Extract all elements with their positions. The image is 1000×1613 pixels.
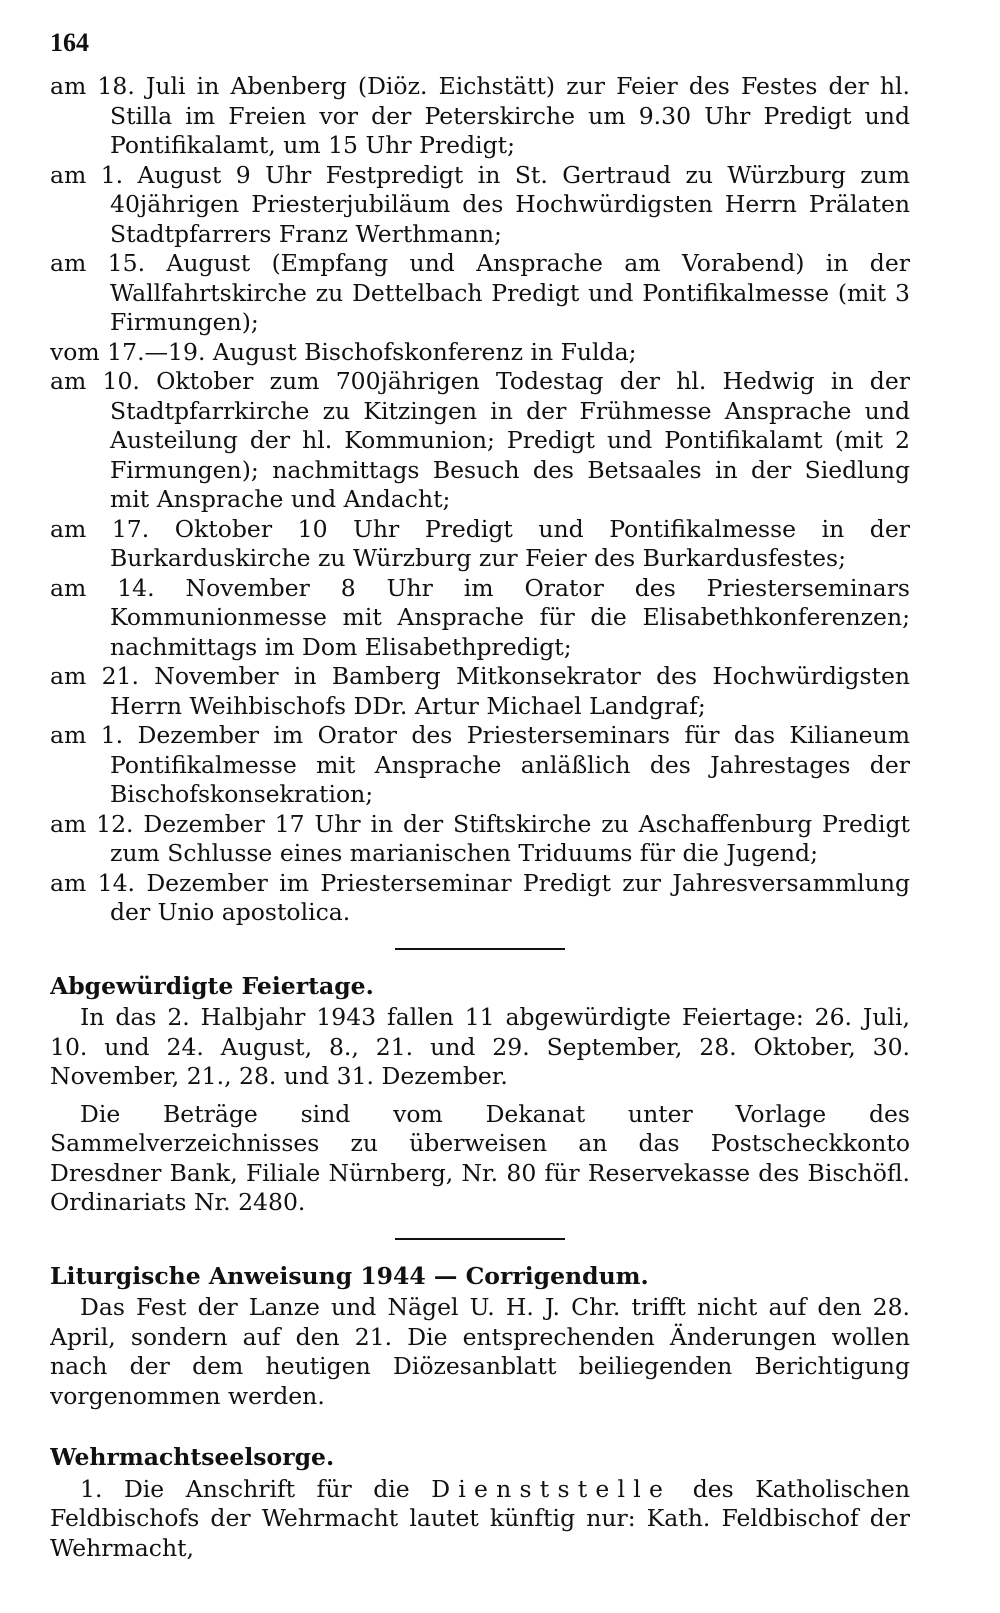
paragraph: Das Fest der Lanze und Nägel U. H. J. Chr. trifft nicht auf den 28. April, sondern auf den 21. Die entsprechenden Änderungen wollen nach der dem heutigen Diözesanblatt beiliegenden Berichtigung vorgenommen werden. — [50, 1293, 910, 1410]
section-divider — [395, 948, 565, 950]
schedule-entry: am 10. Oktober zum 700jährigen Todestag der hl. Hedwig in der Stadtpfarrkirche zu Kitzingen in der Frühmesse Ansprache und Austeilung der hl. Kommunion; Predigt und Pontifikalamt (mit 2 Firmungen); nachmittags Besuch des Betsaales in der Siedlung mit Ansprache und Andacht; — [50, 367, 910, 513]
section-heading: Liturgische Anweisung 1944 — Corrigendum. — [50, 1261, 649, 1290]
schedule-entry: am 14. Dezember im Priesterseminar Predigt zur Jahresversammlung der Unio apostolica. — [50, 868, 910, 926]
page-number: 164 — [50, 28, 89, 57]
section-heading: Abgewürdigte Feiertage. — [50, 971, 374, 1000]
schedule-entry: am 18. Juli in Abenberg (Diöz. Eichstätt) zur Feier des Festes der hl. Stilla im Freien vor der Peterskirche um 9.30 Uhr Predigt und Pontifikalamt, um 15 Uhr Predigt; — [50, 72, 910, 159]
liturgische-section — [50, 1262, 910, 1412]
schedule-entry: am 1. Dezember im Orator des Priesterseminars für das Kilianeum Pontifikalmesse mit Ansprache anläßlich des Jahrestages der Bischofskonsekration; — [50, 721, 910, 808]
spaced-word: Dienststelle — [431, 1474, 672, 1503]
schedule-entry: am 14. November 8 Uhr im Orator des Priesterseminars Kommunionmesse mit Ansprache für die Elisabethkonferenzen; nachmittags im Dom Elisabethpredigt; — [50, 573, 910, 661]
text-run: des Katholischen Feldbischofs der Wehrmacht lautet künftig nur: Kath. Feldbischof der Wehrmacht, — [50, 1474, 910, 1562]
schedule-entry: am 21. November in Bamberg Mitkonsekrator des Hochwürdigsten Herrn Weihbischofs DDr. Artur Michael Landgraf; — [50, 662, 910, 720]
paragraph — [50, 1475, 910, 1564]
paragraph: In das 2. Halbjahr 1943 fallen 11 abgewürdigte Feiertage: 26. Juli, 10. und 24. August, 8., 21. und 29. September, 28. Oktober, 30. November, 21., 28. und 31. Dezember. — [50, 1003, 910, 1090]
schedule-entry: am 1. August 9 Uhr Festpredigt in St. Gertraud zu Würzburg zum 40jährigen Priesterjubiläum des Hochwürdigsten Herrn Prälaten Stadtpfarrers Franz Werthmann; — [50, 160, 910, 248]
text-run: 1. Die Anschrift für die — [80, 1474, 410, 1503]
section-heading: Wehrmachtseelsorge. — [50, 1443, 335, 1471]
feiertage-section — [50, 972, 910, 1218]
schedule-entry: am 17. Oktober 10 Uhr Predigt und Pontifikalmesse in der Burkarduskirche zu Würzburg zur Feier des Burkardusfestes; — [50, 514, 910, 572]
schedule-entry: am 15. August (Empfang und Ansprache am Vorabend) in der Wallfahrtskirche zu Dettelbach Predigt und Pontifikalmesse (mit 3 Firmungen); — [50, 249, 910, 336]
document-page — [50, 28, 910, 1598]
spacer — [50, 1419, 910, 1443]
section-divider — [395, 1238, 565, 1240]
wehrmacht-section — [50, 1443, 910, 1563]
schedule-entry: am 12. Dezember 17 Uhr in der Stiftskirche zu Aschaffenburg Predigt zum Schlusse eines marianischen Triduums für die Jugend; — [50, 809, 910, 867]
schedule-list — [50, 72, 910, 928]
paragraph: Die Beträge sind vom Dekanat unter Vorlage des Sammelverzeichnisses zu überweisen an das Postscheckkonto Dresdner Bank, Filiale Nürnberg, Nr. 80 für Reservekasse des Bischöfl. Ordinariats Nr. 2480. — [50, 1099, 910, 1216]
schedule-entry: vom 17.—19. August Bischofskonferenz in Fulda; — [50, 337, 637, 366]
